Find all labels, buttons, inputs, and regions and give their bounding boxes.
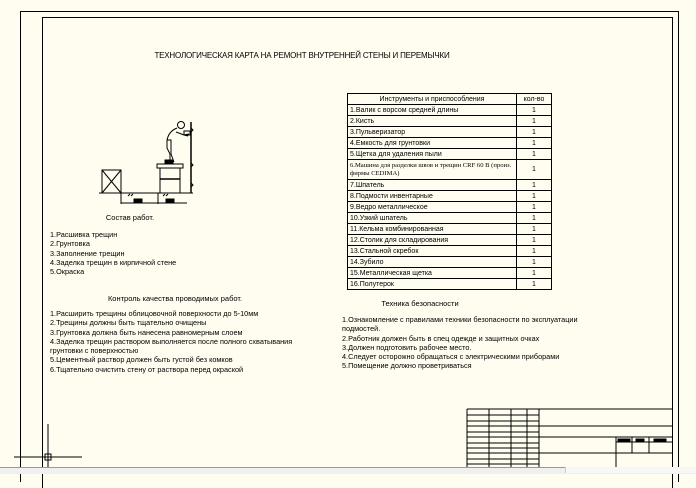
tool-name: 14.Зубило: [348, 257, 517, 268]
tool-qty: 1: [517, 180, 552, 191]
tools-header-qty: кол-во: [517, 94, 552, 105]
tool-name: 16.Полутерок: [348, 279, 517, 290]
tool-qty: 1: [517, 268, 552, 279]
tool-name: 15.Металлическая щетка: [348, 268, 517, 279]
composition-item: 2.Грунтовка: [50, 239, 90, 249]
tool-name: 13.Стальной скребок: [348, 246, 517, 257]
safety-item: подмостей.: [342, 324, 381, 334]
table-row: [348, 279, 552, 290]
tool-name: 11.Кельма комбинированная: [348, 224, 517, 235]
tools-header-row: [348, 94, 552, 105]
table-row: [348, 160, 552, 180]
safety-item: 1.Ознакомление с правилами техники безопасности по эксплуатации: [342, 315, 578, 324]
tool-qty: 1: [517, 246, 552, 257]
tool-qty: 1: [517, 138, 552, 149]
tool-name: 1.Валик с ворсом средней длины: [348, 105, 517, 116]
quality-item: грунтовки с поверхностью: [50, 346, 139, 356]
tool-qty: 1: [517, 191, 552, 202]
composition-item: 3.Заполнение трещин: [50, 248, 125, 258]
worker-illustration: [99, 122, 193, 205]
table-row: [348, 246, 552, 257]
table-row: [348, 116, 552, 127]
safety-item: 2.Работник должен быть в спец одежде и защитных очках: [342, 333, 540, 343]
tool-name: 4.Емкость для грунтовки: [348, 138, 517, 149]
quality-title: Контроль качества проводимых работ.: [107, 294, 243, 303]
composition-title: Состав работ.: [105, 213, 155, 222]
table-row: [348, 149, 552, 160]
table-row: [348, 235, 552, 246]
tool-qty: 1: [517, 213, 552, 224]
tool-qty: 1: [517, 202, 552, 213]
safety-item: 4.Следует осторожно обращаться с электрическими приборами: [342, 352, 560, 362]
composition-item: 1.Расшивка трещин: [50, 230, 118, 239]
tool-name: 12.Столик для складирования: [348, 235, 517, 246]
table-row: [348, 257, 552, 268]
tool-name: 5.Щетка для удаления пыли: [348, 149, 517, 160]
tool-qty: 1: [517, 235, 552, 246]
tool-qty: 1: [517, 279, 552, 290]
safety-item: 5.Помещение должно проветриваться: [342, 361, 472, 371]
layout-tab[interactable]: [565, 467, 696, 473]
safety-list: [342, 315, 578, 371]
quality-item: 5.Цементный раствор должен быть густой без комков: [50, 355, 233, 365]
table-row: [348, 213, 552, 224]
tool-name: 2.Кисть: [348, 116, 517, 127]
composition-list: [50, 230, 176, 276]
tools-table: [347, 93, 552, 290]
table-row: [348, 180, 552, 191]
tool-qty: 1: [517, 149, 552, 160]
quality-item: 3.Грунтовка должна быть нанесена равномерным слоем: [50, 327, 243, 337]
title-block: [467, 409, 672, 467]
tool-qty: 1: [517, 116, 552, 127]
quality-list: [50, 309, 292, 374]
tool-name: 7.Шпатель: [348, 180, 517, 191]
table-row: [348, 138, 552, 149]
table-row: [348, 224, 552, 235]
tool-qty: 1: [517, 257, 552, 268]
table-row: [348, 202, 552, 213]
table-row: [348, 127, 552, 138]
safety-item: 3.Должен подготовить рабочее место.: [342, 342, 472, 352]
quality-item: 2.Трещины должны быть тщательно очищены: [50, 318, 207, 328]
tool-name: 10.Узкий шпатель: [348, 213, 517, 224]
tool-name: 3.Пульверизатор: [348, 127, 517, 138]
tool-name: 6.Машина для разделки швов и трещин CRF 60 B (произ. фирмы CEDIMA): [348, 160, 517, 180]
table-row: [348, 268, 552, 279]
table-row: [348, 191, 552, 202]
tool-qty: 1: [517, 105, 552, 116]
table-row: [348, 105, 552, 116]
tools-header-name: Инструменты и приспособления: [348, 94, 517, 105]
quality-item: 6.Тщательно очистить стену от раствора перед окраской: [50, 364, 244, 374]
tool-name: 9.Ведро металлическое: [348, 202, 517, 213]
tool-name: 8.Подмости инвентарные: [348, 191, 517, 202]
drawing-title: ТЕХНОЛОГИЧЕСКАЯ КАРТА НА РЕМОНТ ВНУТРЕННЕЙ СТЕНЫ И ПЕРЕМЫЧКИ: [154, 51, 450, 60]
tool-qty: 1: [517, 224, 552, 235]
composition-item: 5.Окраска: [50, 267, 85, 277]
ucs-crosshair-icon[interactable]: [14, 424, 82, 467]
safety-title: Техника безопасности: [381, 299, 459, 308]
quality-item: 1.Расширить трещины облицовочной поверхности до 5-10мм: [50, 309, 259, 318]
tool-qty: 1: [517, 127, 552, 138]
composition-item: 4.Заделка трещин в кирпичной стене: [50, 257, 177, 267]
quality-item: 4.Заделка трещин раствором выполняется после полного схватывания: [50, 336, 293, 346]
tool-qty: 1: [517, 160, 552, 180]
